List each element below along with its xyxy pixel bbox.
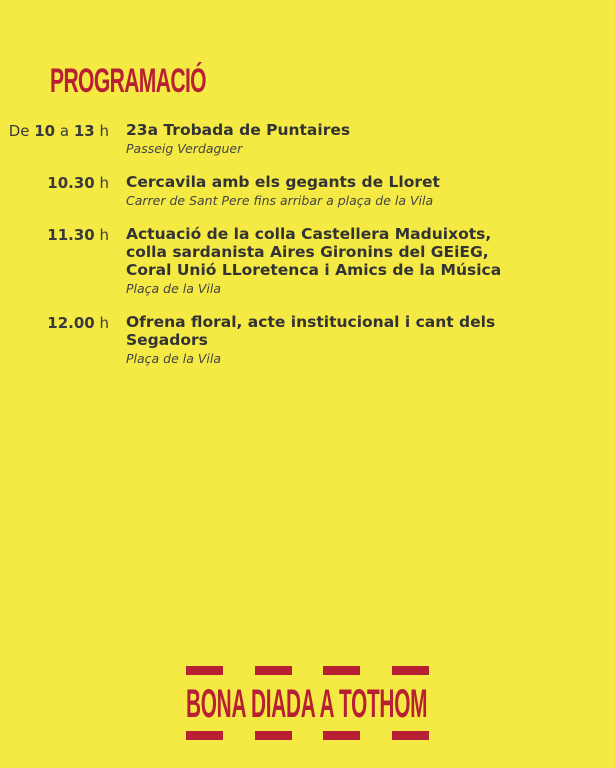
event-title: Cercavila amb els gegants de Lloret	[126, 173, 440, 191]
event-time: 11.30 h	[47, 226, 109, 244]
event-place: Passeig Verdaguer	[126, 141, 243, 156]
event-title: Actuació de la colla Castellera Maduixots, colla sardanista Aires Gironins del GEiEG, Coral Unió LLoretenca i Amics de la Música	[126, 225, 502, 279]
event-details	[126, 121, 615, 158]
event-details	[126, 173, 615, 210]
stripe	[323, 731, 360, 740]
stripe	[255, 666, 292, 675]
event-title: 23a Trobada de Puntaires	[126, 121, 351, 139]
footer-slogan: BONA DIADA A TOTHOM	[186, 682, 428, 726]
event-item	[0, 225, 615, 298]
event-place: Carrer de Sant Pere fins arribar a plaça de la Vila	[126, 193, 434, 208]
stripe	[392, 731, 429, 740]
event-place: Plaça de la Vila	[126, 281, 222, 296]
schedule-list	[0, 121, 615, 383]
stripe-row-bottom	[186, 731, 429, 740]
stripe	[255, 731, 292, 740]
event-time: 10.30 h	[47, 174, 109, 192]
event-time: De 10 a 13 h	[8, 122, 109, 140]
event-details	[126, 313, 615, 368]
stripe-row-top	[186, 666, 429, 675]
event-details	[126, 225, 615, 298]
event-item	[0, 121, 615, 158]
footer-banner	[186, 666, 429, 738]
page-title: PROGRAMACIÓ	[50, 62, 206, 100]
stripe	[392, 666, 429, 675]
stripe	[186, 731, 223, 740]
event-time: 12.00 h	[47, 314, 109, 332]
event-item	[0, 313, 615, 368]
event-place: Plaça de la Vila	[126, 351, 222, 366]
stripe	[323, 666, 360, 675]
event-title: Ofrena floral, acte institucional i cant dels Segadors	[126, 313, 496, 349]
stripe	[186, 666, 223, 675]
event-item	[0, 173, 615, 210]
